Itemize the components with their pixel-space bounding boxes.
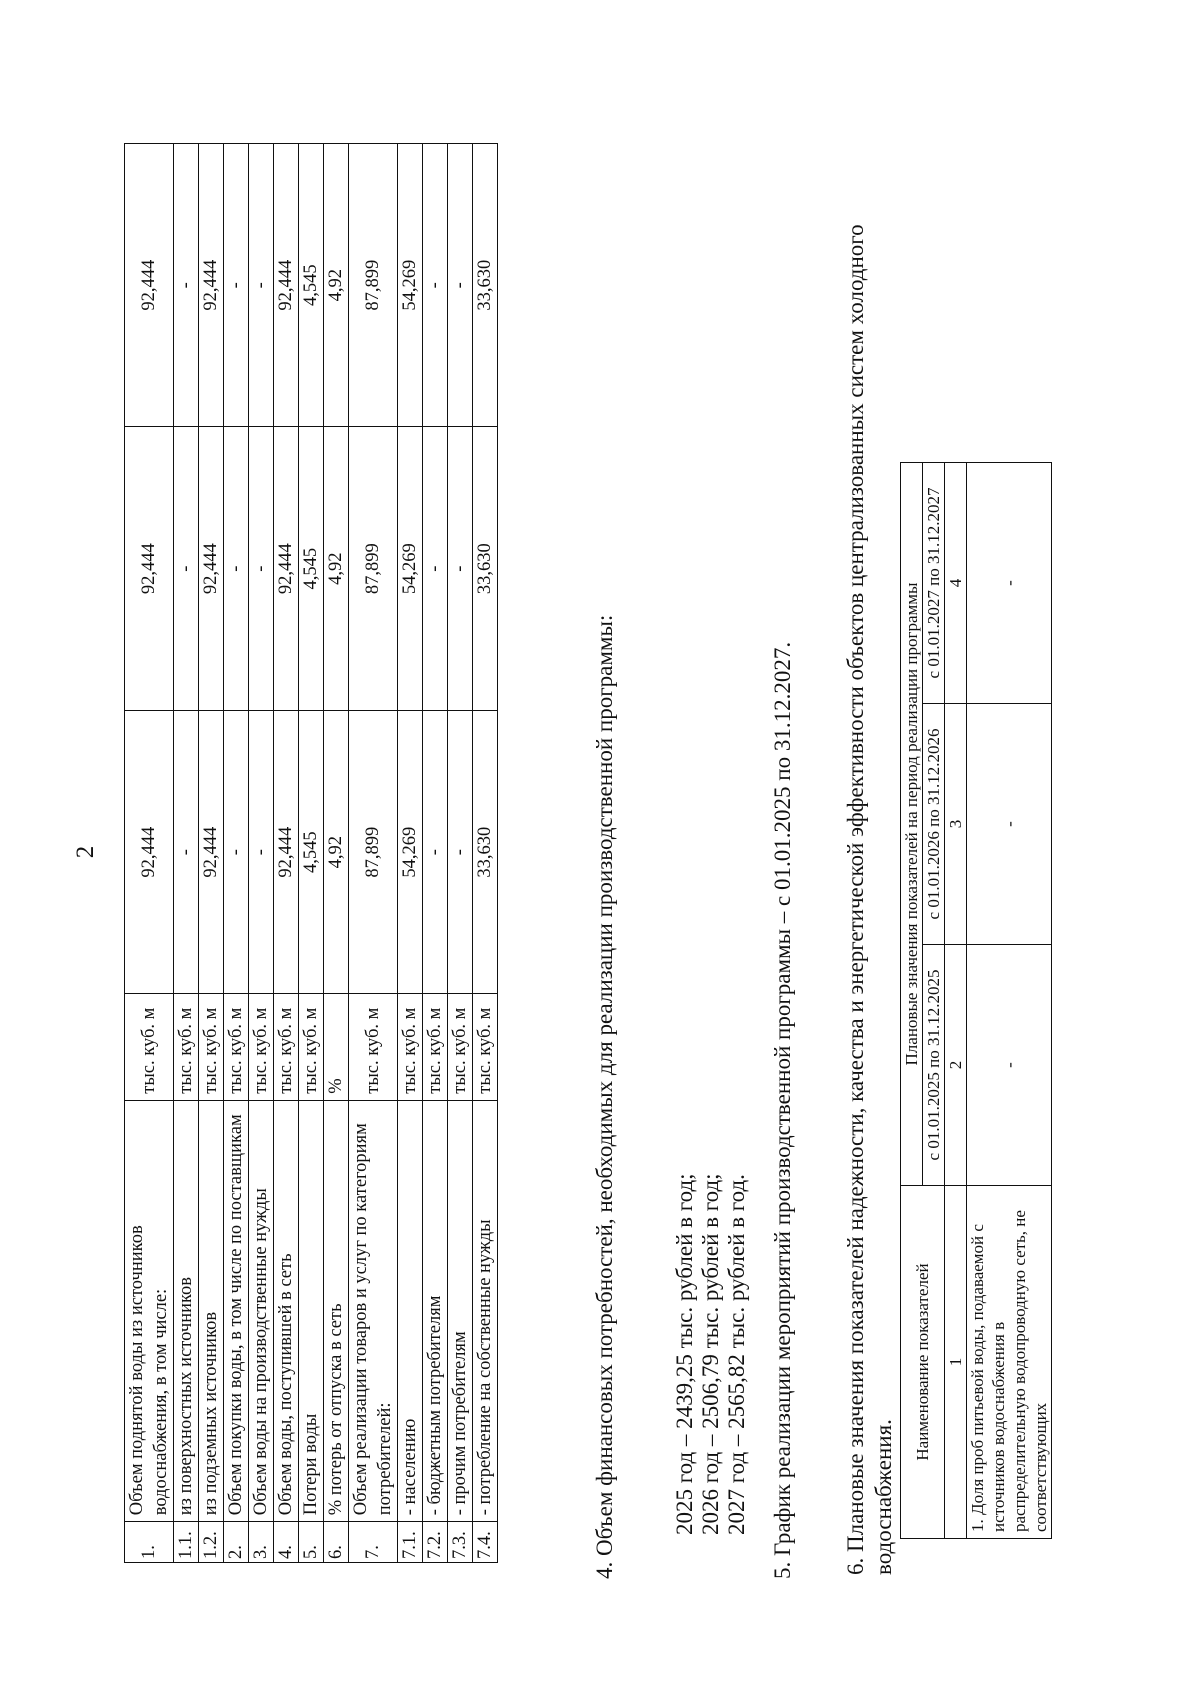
table-row [473, 144, 498, 1563]
row-value-2026: - [174, 427, 199, 710]
table-row [349, 144, 398, 1563]
row-unit: тыс. куб. м [249, 994, 274, 1100]
row-unit: тыс. куб. м [299, 994, 324, 1100]
row-number: 7.2. [423, 1522, 448, 1563]
row-value-2027: 54,269 [398, 144, 423, 427]
row-name: Объем воды, поступившей в сеть [274, 1100, 299, 1522]
row-value-2026: 54,269 [398, 427, 423, 710]
row-value-2027: - [174, 144, 199, 427]
row-name: Объем реализации товаров и услуг по категориям потребителей: [349, 1100, 398, 1522]
table-row [199, 144, 224, 1563]
row-value-2025: - [249, 710, 274, 993]
row-unit: тыс. куб. м [174, 994, 199, 1100]
row-value-2025: 4,92 [324, 710, 349, 993]
row-value-2026: 4,545 [299, 427, 324, 710]
row-value-2026: 92,444 [125, 427, 174, 710]
row-value-2025: 33,630 [473, 710, 498, 993]
row-value-2025: - [174, 710, 199, 993]
row-number: 7.1. [398, 1522, 423, 1563]
row-value-2026: - [448, 427, 473, 710]
row-unit: тыс. куб. м [448, 994, 473, 1100]
row-value-2026: 4,92 [324, 427, 349, 710]
row-value-2027: 87,899 [349, 144, 398, 427]
table-row [249, 144, 274, 1563]
table-row [324, 144, 349, 1563]
row-unit: тыс. куб. м [473, 994, 498, 1100]
production-volume-table [124, 143, 498, 1563]
row-name: % потерь от отпуска в сеть [324, 1100, 349, 1522]
row-unit: тыс. куб. м [398, 994, 423, 1100]
row-value-2025: 87,899 [349, 710, 398, 993]
finance-line-2025: 2025 год – 2439,25 тыс. рублей в год; [672, 1173, 697, 1535]
finance-line-2026: 2026 год – 2506,79 тыс. рублей в год; [698, 1173, 723, 1535]
row-value-2026: 33,630 [473, 427, 498, 710]
t2-period-2027: с 01.01.2027 по 31.12.2027 [923, 463, 945, 704]
t2-row1-value: - [967, 704, 1052, 945]
table-row [274, 144, 299, 1563]
t2-col-number: 4 [945, 463, 967, 704]
row-unit: тыс. куб. м [224, 994, 249, 1100]
row-name: Объем поднятой воды из источников водоснабжения, в том числе: [125, 1100, 174, 1522]
t2-period-2025: с 01.01.2025 по 31.12.2025 [923, 945, 945, 1186]
row-value-2027: 92,444 [125, 144, 174, 427]
row-unit: тыс. куб. м [349, 994, 398, 1100]
row-value-2025: 92,444 [199, 710, 224, 993]
t2-row1-value: - [967, 945, 1052, 1186]
row-value-2026: 87,899 [349, 427, 398, 710]
row-value-2025: - [423, 710, 448, 993]
row-value-2026: 92,444 [274, 427, 299, 710]
t2-period-2026: с 01.01.2026 по 31.12.2026 [923, 704, 945, 945]
row-value-2026: 92,444 [199, 427, 224, 710]
row-value-2026: - [224, 427, 249, 710]
row-name: Объем покупки воды, в том числе по поставщикам [224, 1100, 249, 1522]
row-value-2026: - [249, 427, 274, 710]
t2-col-number: 3 [945, 704, 967, 945]
t2-col-number: 2 [945, 945, 967, 1186]
row-value-2027: 4,545 [299, 144, 324, 427]
row-number: 1.1. [174, 1522, 199, 1563]
row-value-2027: - [448, 144, 473, 427]
section-5-heading: 5. График реализации мероприятий производственной программы – с 01.01.2025 по 31.12.2027. [770, 641, 795, 1579]
row-name: - населению [398, 1100, 423, 1522]
row-value-2025: 4,545 [299, 710, 324, 993]
row-value-2025: - [448, 710, 473, 993]
row-number: 3. [249, 1522, 274, 1563]
indicators-table [900, 462, 1052, 1539]
t2-plan-header: Плановые значения показателей на период реализации программы [901, 463, 923, 1186]
t2-name-header: Наименование показателей [901, 1186, 945, 1539]
row-value-2027: 92,444 [199, 144, 224, 427]
row-number: 2. [224, 1522, 249, 1563]
t2-row1-value: - [967, 463, 1052, 704]
row-value-2025: 92,444 [274, 710, 299, 993]
section-6-heading: 6. Плановые значения показателей надежности, качества и энергетической эффективности объектов централизованных систем холодного водоснабжения. [843, 224, 896, 1575]
t2-row1-name: 1. Доля проб питьевой воды, подаваемой с источников водоснабжения в распределительную водопроводную сеть, не соответствующих [967, 1186, 1052, 1539]
section-4-heading: 4. Объем финансовых потребностей, необходимых для реализации производственной программы: [592, 614, 617, 1579]
table-row [125, 144, 174, 1563]
row-name: - потребление на собственные нужды [473, 1100, 498, 1522]
row-number: 7. [349, 1522, 398, 1563]
row-unit: тыс. куб. м [199, 994, 224, 1100]
table-row [224, 144, 249, 1563]
finance-line-2027: 2027 год – 2565,82 тыс. рублей в год. [724, 1174, 749, 1535]
row-unit: тыс. куб. м [125, 994, 174, 1100]
row-name: - прочим потребителям [448, 1100, 473, 1522]
row-value-2027: - [249, 144, 274, 427]
row-number: 6. [324, 1522, 349, 1563]
row-value-2027: 33,630 [473, 144, 498, 427]
table-row [398, 144, 423, 1563]
row-value-2027: - [224, 144, 249, 427]
row-value-2025: 92,444 [125, 710, 174, 993]
row-value-2025: - [224, 710, 249, 993]
row-value-2027: 92,444 [274, 144, 299, 427]
row-unit: тыс. куб. м [423, 994, 448, 1100]
row-unit: % [324, 994, 349, 1100]
row-number: 4. [274, 1522, 299, 1563]
row-value-2026: - [423, 427, 448, 710]
row-number: 5. [299, 1522, 324, 1563]
row-number: 1.2. [199, 1522, 224, 1563]
row-number: 7.3. [448, 1522, 473, 1563]
row-value-2027: 4,92 [324, 144, 349, 427]
row-unit: тыс. куб. м [274, 994, 299, 1100]
row-number: 1. [125, 1522, 174, 1563]
table-row [423, 144, 448, 1563]
row-value-2025: 54,269 [398, 710, 423, 993]
row-name: из подземных источников [199, 1100, 224, 1522]
table-row [174, 144, 199, 1563]
row-value-2027: - [423, 144, 448, 427]
row-name: из поверхностных источников [174, 1100, 199, 1522]
row-name: Потери воды [299, 1100, 324, 1522]
table-row [299, 144, 324, 1563]
row-name: Объем воды на производственные нужды [249, 1100, 274, 1522]
t2-col-number: 1 [945, 1186, 967, 1539]
table-row [448, 144, 473, 1563]
page-number: 2 [72, 845, 99, 859]
row-number: 7.4. [473, 1522, 498, 1563]
row-name: - бюджетным потребителям [423, 1100, 448, 1522]
